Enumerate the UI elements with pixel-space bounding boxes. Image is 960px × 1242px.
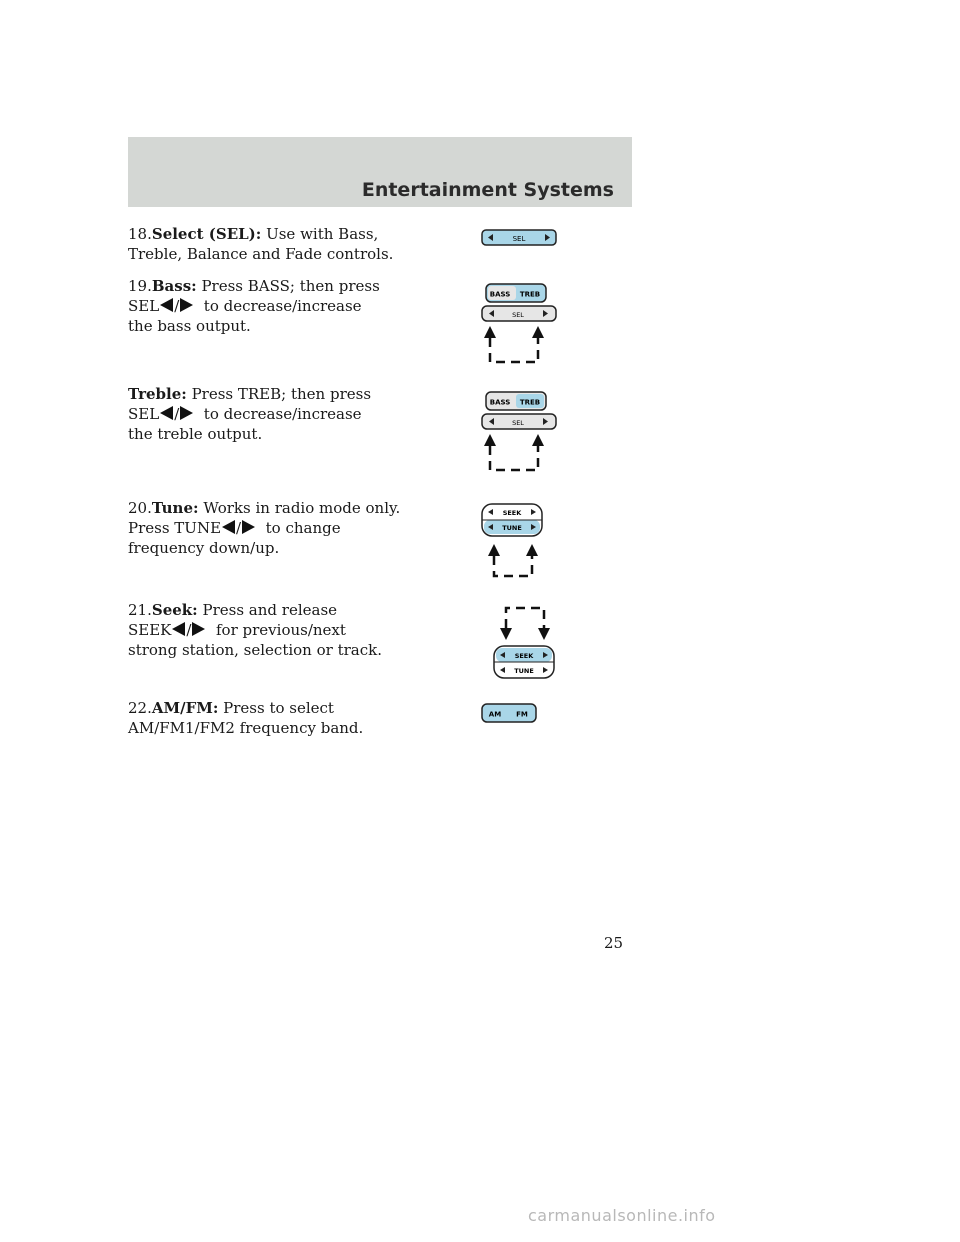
item-text: frequency down/up. xyxy=(128,539,280,557)
item-treble: Treble: Press TREB; then press SEL / to decrease/increase the treble output. xyxy=(128,385,372,443)
item-term: Treble: xyxy=(128,385,187,403)
item-text: Press and release xyxy=(202,601,338,619)
footer-watermark: carmanualsonline.info xyxy=(528,1206,716,1225)
sel-label: SEL xyxy=(512,235,526,243)
item-select xyxy=(128,224,488,264)
item-text: the bass output. xyxy=(128,317,251,335)
seek-label: SEEK xyxy=(514,652,534,660)
seek-figure xyxy=(488,604,562,680)
item-text: Press BASS; then press xyxy=(201,277,380,295)
item-term: AM/FM: xyxy=(151,699,219,717)
item-term: Select (SEL): xyxy=(151,225,262,243)
triangle-left-icon xyxy=(160,406,173,420)
item-number: 21. xyxy=(128,601,152,619)
page-number: 25 xyxy=(604,934,624,952)
triangle-right-icon xyxy=(180,298,193,312)
item-am-fm xyxy=(128,698,488,738)
item-tune: 20.Tune: Works in radio mode only. Press TUNE / to change frequency down/up. xyxy=(128,499,401,557)
triangle-left-icon xyxy=(222,520,235,534)
item-text: SEL xyxy=(128,297,160,315)
item-text: to decrease/increase xyxy=(203,405,362,423)
treble-sel-figure xyxy=(480,390,560,474)
sel-button-figure xyxy=(480,228,560,248)
item-number: 22. xyxy=(128,699,152,717)
item-text: Use with Bass, xyxy=(266,225,379,243)
triangle-left-icon xyxy=(160,298,173,312)
bass-label: BASS xyxy=(489,290,511,299)
item-text: Press TREB; then press xyxy=(191,385,372,403)
section-header-band xyxy=(128,137,632,207)
am-fm-button-figure xyxy=(480,702,540,726)
bass-sel-figure xyxy=(480,282,560,366)
seek-label: SEEK xyxy=(502,509,522,517)
item-seek: 21.Seek: Press and release SEEK / for previous/next strong station, selection or track. xyxy=(128,601,382,659)
item-number: 19. xyxy=(128,277,152,295)
item-text: Treble, Balance and Fade controls. xyxy=(128,245,394,263)
treb-label: TREB xyxy=(519,398,541,407)
tune-figure xyxy=(478,502,562,586)
am-label: AM xyxy=(488,710,502,719)
item-text: strong station, selection or track. xyxy=(128,641,382,659)
item-text: AM/FM1/FM2 frequency band. xyxy=(128,719,364,737)
triangle-right-icon xyxy=(180,406,193,420)
item-text: SEEK xyxy=(128,621,172,639)
triangle-left-icon xyxy=(172,622,185,636)
item-term: Seek: xyxy=(151,601,198,619)
tune-label: TUNE xyxy=(514,667,534,675)
sel-label: SEL xyxy=(512,311,524,319)
item-text: to decrease/increase xyxy=(203,297,362,315)
triangle-right-icon xyxy=(192,622,205,636)
fm-label: FM xyxy=(516,710,528,719)
triangle-right-icon xyxy=(242,520,255,534)
item-text: Press to select xyxy=(223,699,334,717)
item-number: 18. xyxy=(128,225,152,243)
item-text: Works in radio mode only. xyxy=(203,499,401,517)
treb-label: TREB xyxy=(519,290,541,299)
tune-label: TUNE xyxy=(502,524,522,532)
sel-label: SEL xyxy=(512,419,524,427)
bass-label: BASS xyxy=(489,398,511,407)
item-bass: 19.Bass: Press BASS; then press SEL / to decrease/increase the bass output. xyxy=(128,277,380,335)
section-title: Entertainment Systems xyxy=(361,179,614,201)
item-text: to change xyxy=(265,519,341,537)
item-text: Press TUNE xyxy=(128,519,222,537)
item-text: SEL xyxy=(128,405,160,423)
item-term: Tune: xyxy=(151,499,199,517)
item-text: the treble output. xyxy=(128,425,263,443)
item-text: for previous/next xyxy=(216,621,346,639)
item-number: 20. xyxy=(128,499,152,517)
item-term: Bass: xyxy=(151,277,197,295)
